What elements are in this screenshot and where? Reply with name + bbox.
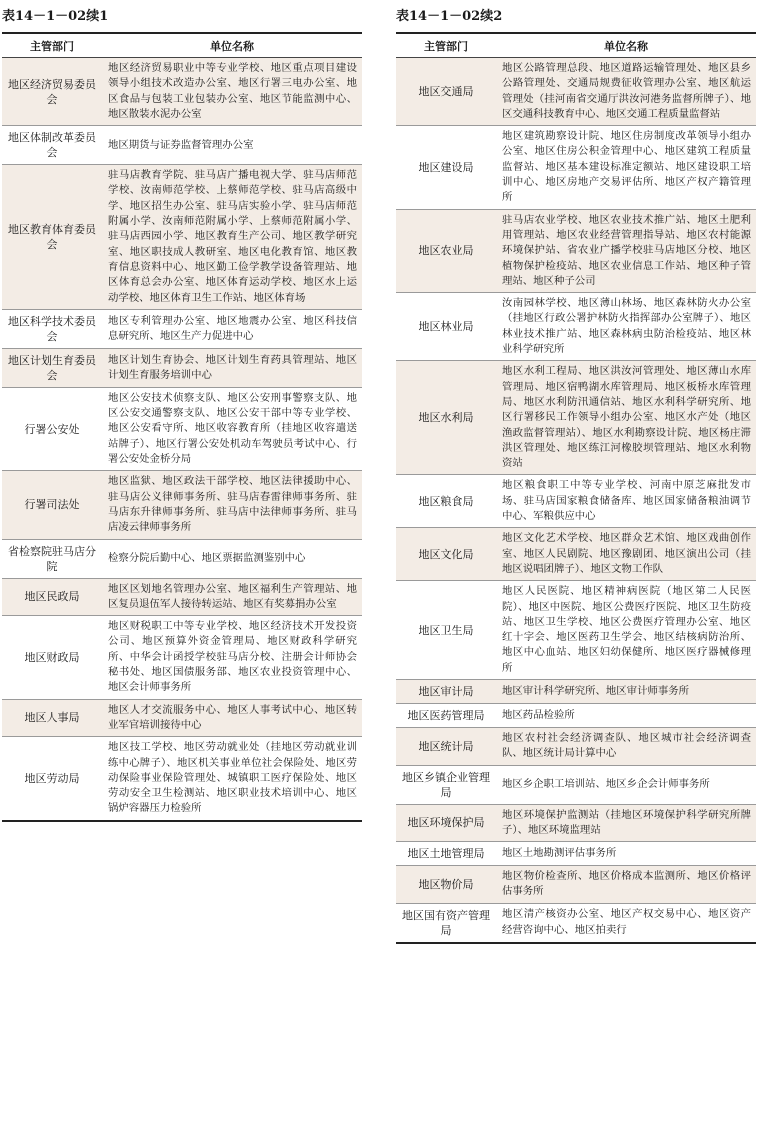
units-cell: 地区公安技术侦察支队、地区公安刑事警察支队、地区公安交通警察支队、地区公安干部中等专业学校、地区公安看守所、地区收容教育所（挂地区收容遣送站牌子）、地区行署公安处机动车驾驶员考试中心、行署公安处金桥分局 <box>102 387 362 470</box>
dept-cell: 地区体制改革委员会 <box>2 126 102 165</box>
table-row <box>2 126 362 165</box>
table-row <box>396 903 756 943</box>
table-row <box>2 58 362 126</box>
table-caption: 表14－1－02续2 <box>396 9 503 24</box>
dept-cell: 地区统计局 <box>396 727 496 765</box>
table-row <box>396 866 756 904</box>
table-caption: 表14－1－02续1 <box>2 9 109 24</box>
column-header-units: 单位名称 <box>496 33 756 58</box>
dept-cell: 地区建设局 <box>396 126 496 209</box>
dept-cell: 行署公安处 <box>2 387 102 470</box>
dept-cell: 地区计划生育委员会 <box>2 348 102 387</box>
dept-cell: 地区土地管理局 <box>396 842 496 866</box>
units-cell: 地区技工学校、地区劳动就业处（挂地区劳动就业训练中心牌子）、地区机关事业单位社会保险处、地区劳动保险事业保险管理处、城镇职工医疗保险处、地区劳动安全卫生检测站、地区职业技术培训中心、地区锅炉容器压力检验所 <box>102 737 362 821</box>
units-cell: 地区审计科学研究所、地区审计师事务所 <box>496 679 756 703</box>
table-row <box>2 348 362 387</box>
table-row <box>396 581 756 680</box>
unit-table <box>396 32 756 944</box>
table-row <box>396 703 756 727</box>
table-row <box>2 578 362 616</box>
table-header-row <box>396 33 756 58</box>
units-cell: 地区药品检验所 <box>496 703 756 727</box>
units-cell: 地区监狱、地区政法干部学校、地区法律援助中心、驻马店公义律师事务所、驻马店春雷律师事务所、驻马店东升律师事务所、驻马店中法律师事务所、驻马店凌云律师事务所 <box>102 471 362 539</box>
dept-cell: 地区医药管理局 <box>396 703 496 727</box>
units-cell: 地区区划地名管理办公室、地区福利生产管理站、地区复员退伍军人接待转运站、地区有奖募捐办公室 <box>102 578 362 616</box>
table-row <box>396 58 756 126</box>
right-table-panel <box>396 6 756 944</box>
table-header-row <box>2 33 362 58</box>
dept-cell: 地区人事局 <box>2 699 102 737</box>
table-row <box>396 293 756 361</box>
table-row <box>2 387 362 470</box>
table-row <box>2 471 362 539</box>
column-header-units: 单位名称 <box>102 33 362 58</box>
table-row <box>2 616 362 699</box>
table-row <box>396 126 756 209</box>
table-row <box>2 737 362 821</box>
units-cell: 地区粮食职工中等专业学校、河南中原芝麻批发市场、驻马店国家粮食储备库、地区国家储备粮油调节中心、军粮供应中心 <box>496 475 756 528</box>
units-cell: 地区乡企职工培训站、地区乡企会计师事务所 <box>496 765 756 804</box>
units-cell: 地区水利工程局、地区洪汝河管理处、地区薄山水库管理局、地区宿鸭湖水库管理局、地区板桥水库管理局、地区水利防汛通信站、地区水利科学研究所、地区行署移民工作领导小组办公室、地区水产处（地区渔政监督管理站）、地区水利勘察设计院、地区杨庄滞洪区管理处、地区练江河橡胶坝管理站、地区水利物资站 <box>496 361 756 475</box>
dept-cell: 地区乡镇企业管理局 <box>396 765 496 804</box>
table-row <box>396 842 756 866</box>
column-header-dept: 主管部门 <box>2 33 102 58</box>
table-row <box>396 475 756 528</box>
unit-table <box>2 32 362 822</box>
table-row <box>2 699 362 737</box>
units-cell: 地区财税职工中等专业学校、地区经济技术开发投资公司、地区预算外资金管理局、地区财政科学研究所、中华会计函授学校驻马店分校、注册会计师协会秘书处、地区国债服务部、地区农业投资管理中心、地区会计师事务所 <box>102 616 362 699</box>
dept-cell: 地区粮食局 <box>396 475 496 528</box>
table-row <box>396 528 756 581</box>
dept-cell: 地区民政局 <box>2 578 102 616</box>
units-cell: 地区文化艺术学校、地区群众艺术馆、地区戏曲创作室、地区人民剧院、地区豫剧团、地区演出公司（挂地区说唱团牌子）、地区文物工作队 <box>496 528 756 581</box>
dept-cell: 地区经济贸易委员会 <box>2 58 102 126</box>
dept-cell: 地区物价局 <box>396 866 496 904</box>
dept-cell: 地区环境保护局 <box>396 804 496 842</box>
dept-cell: 地区林业局 <box>396 293 496 361</box>
table-row <box>2 539 362 578</box>
units-cell: 地区专利管理办公室、地区地震办公室、地区科技信息研究所、地区生产力促进中心 <box>102 309 362 348</box>
dept-cell: 地区卫生局 <box>396 581 496 680</box>
table-row <box>396 361 756 475</box>
units-cell: 地区期货与证券监督管理办公室 <box>102 126 362 165</box>
dept-cell: 地区农业局 <box>396 209 496 292</box>
units-cell: 地区物价检查所、地区价格成本监测所、地区价格评估事务所 <box>496 866 756 904</box>
units-cell: 地区公路管理总段、地区道路运输管理处、地区县乡公路管理处、交通局规费征收管理办公室、地区航运管理处（挂河南省交通厅洪汝河港务监督所牌子）、地区交通科技教育中心、地区交通工程质量监督站 <box>496 58 756 126</box>
dept-cell: 地区文化局 <box>396 528 496 581</box>
table-row <box>396 679 756 703</box>
units-cell: 驻马店教育学院、驻马店广播电视大学、驻马店师范学校、汝南师范学校、上蔡师范学校、驻马店高级中学、地区招生办公室、驻马店实验小学、驻马店师范附属小学、汝南师范附属小学、上蔡师范附属小学、驻马店西园小学、地区教育生产公司、地区教学研究室、地区职技成人教研室、地区电化教育馆、地区教育信息资料中心、地区勤工俭学教学设备管理站、地区体育总会办公室、地区体育运动学校、地区水上运动学校、地区体育卫生工作站、地区体育场 <box>102 165 362 310</box>
dept-cell: 行署司法处 <box>2 471 102 539</box>
units-cell: 地区农村社会经济调查队、地区城市社会经济调查队、地区统计局计算中心 <box>496 727 756 765</box>
dept-cell: 地区审计局 <box>396 679 496 703</box>
units-cell: 检察分院后勤中心、地区票据监测鉴别中心 <box>102 539 362 578</box>
units-cell: 地区人才交流服务中心、地区人事考试中心、地区转业军官培训接待中心 <box>102 699 362 737</box>
table-row <box>396 727 756 765</box>
dept-cell: 地区教育体育委员会 <box>2 165 102 310</box>
left-table-panel <box>2 6 362 822</box>
table-row <box>2 165 362 310</box>
units-cell: 驻马店农业学校、地区农业技术推广站、地区土肥利用管理站、地区农业经营管理指导站、地区农村能源环境保护站、省农业广播学校驻马店地区分校、地区植物保护检疫站、地区农业信息工作站、地区种子管理站、地区种子公司 <box>496 209 756 292</box>
units-cell: 地区环境保护监测站（挂地区环境保护科学研究所牌子）、地区环境监理站 <box>496 804 756 842</box>
units-cell: 地区人民医院、地区精神病医院（地区第二人民医院）、地区中医院、地区公费医疗医院、地区卫生防疫站、地区卫生学校、地区公费医疗管理办公室、地区红十字会、地区医药卫生学会、地区结核病防治所、地区中心血站、地区妇幼保健所、地区医疗器械修理所 <box>496 581 756 680</box>
units-cell: 地区建筑勘察设计院、地区住房制度改革领导小组办公室、地区住房公积金管理中心、地区建筑工程质量监督站、地区基本建设标准定额站、地区建设职工培训中心、地区房地产交易评估所、地区产权产籍管理所 <box>496 126 756 209</box>
table-row <box>2 309 362 348</box>
dept-cell: 地区水利局 <box>396 361 496 475</box>
units-cell: 地区经济贸易职业中等专业学校、地区重点项目建设领导小组技术改造办公室、地区行署三电办公室、地区食品与包装工业包装办公室、地区节能监测中心、地区散装水泥办公室 <box>102 58 362 126</box>
column-header-dept: 主管部门 <box>396 33 496 58</box>
dept-cell: 地区科学技术委员会 <box>2 309 102 348</box>
dept-cell: 省检察院驻马店分院 <box>2 539 102 578</box>
units-cell: 地区土地勘测评估事务所 <box>496 842 756 866</box>
dept-cell: 地区交通局 <box>396 58 496 126</box>
table-row <box>396 209 756 292</box>
units-cell: 地区清产核资办公室、地区产权交易中心、地区资产经营咨询中心、地区拍卖行 <box>496 903 756 943</box>
dept-cell: 地区劳动局 <box>2 737 102 821</box>
dept-cell: 地区国有资产管理局 <box>396 903 496 943</box>
dept-cell: 地区财政局 <box>2 616 102 699</box>
units-cell: 汝南园林学校、地区薄山林场、地区森林防火办公室（挂地区行政公署护林防火指挥部办公室牌子）、地区林业技术推广站、地区森林病虫防治检疫站、地区林业科学研究所 <box>496 293 756 361</box>
table-row <box>396 765 756 804</box>
table-row <box>396 804 756 842</box>
units-cell: 地区计划生育协会、地区计划生育药具管理站、地区计划生育服务培训中心 <box>102 348 362 387</box>
